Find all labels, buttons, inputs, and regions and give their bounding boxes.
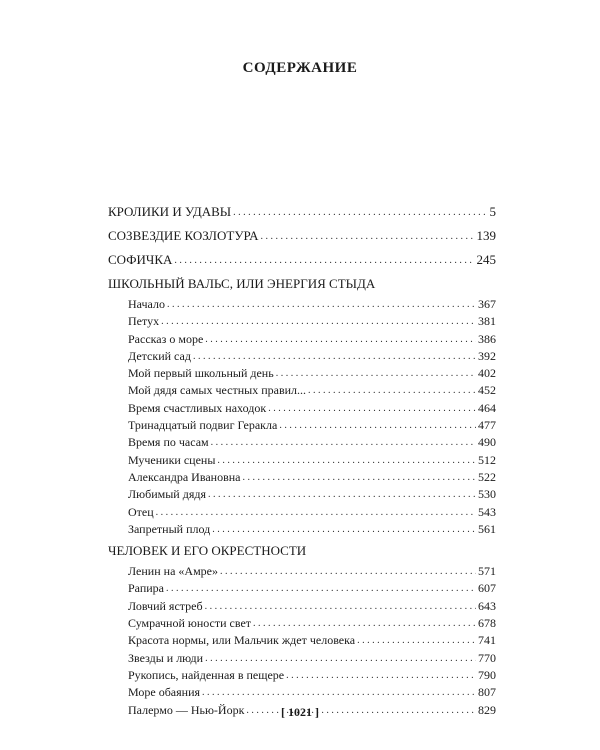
toc-subentry[interactable] bbox=[108, 504, 496, 521]
toc-subentry[interactable] bbox=[108, 400, 496, 417]
toc-subentry-page: 571 bbox=[478, 564, 496, 579]
toc-subentry-label: Палермо — Нью-Йорк bbox=[128, 702, 245, 717]
toc-subentry-page: 741 bbox=[478, 633, 496, 648]
leader-dots bbox=[286, 667, 476, 684]
section-heading[interactable]: ЧЕЛОВЕК И ЕГО ОКРЕСТНОСТИ bbox=[108, 543, 307, 559]
toc-subentry-label: Звезды и люди bbox=[128, 650, 204, 665]
leader-dots bbox=[276, 365, 476, 382]
toc-subentry-page: 381 bbox=[478, 314, 496, 329]
toc-subentry[interactable] bbox=[108, 469, 496, 486]
section-list bbox=[108, 296, 496, 538]
toc-subentry-page: 522 bbox=[478, 469, 496, 484]
leader-dots bbox=[205, 650, 476, 667]
toc-subentry-page: 561 bbox=[478, 521, 496, 536]
leader-dots bbox=[193, 348, 476, 365]
toc-subentry-page: 452 bbox=[478, 383, 496, 398]
toc-subentry[interactable] bbox=[108, 348, 496, 365]
toc-subentry-page: 392 bbox=[478, 348, 496, 363]
toc-subentry-page: 477 bbox=[478, 418, 496, 433]
toc-subentry-label: Время по часам bbox=[128, 435, 209, 450]
toc-subentry[interactable] bbox=[108, 521, 496, 538]
toc-subentry-page: 607 bbox=[478, 581, 496, 596]
leader-dots bbox=[268, 400, 476, 417]
toc-subentry-page: 402 bbox=[478, 366, 496, 381]
toc-subentry[interactable] bbox=[108, 331, 496, 348]
toc-subentry[interactable] bbox=[108, 296, 496, 313]
toc-entry-label: КРОЛИКИ И УДАВЫ bbox=[108, 204, 232, 219]
toc-entry-label: СОЗВЕЗДИЕ КОЗЛОТУРА bbox=[108, 228, 259, 243]
toc-entry-page: 139 bbox=[476, 228, 496, 243]
page-number: [ 1021 ] bbox=[281, 705, 319, 719]
leader-dots bbox=[156, 504, 476, 521]
toc-subentry[interactable] bbox=[108, 684, 496, 701]
toc-subentry[interactable] bbox=[108, 452, 496, 469]
toc-subentry[interactable] bbox=[108, 667, 496, 684]
toc-subentry-page: 643 bbox=[478, 598, 496, 613]
toc-subentry-label: Александра Ивановна bbox=[128, 469, 241, 484]
leader-dots bbox=[167, 296, 476, 313]
toc-subentry-page: 530 bbox=[478, 487, 496, 502]
toc-subentry-page: 829 bbox=[478, 702, 496, 717]
toc-entry[interactable] bbox=[108, 202, 496, 226]
toc-subentry[interactable] bbox=[108, 486, 496, 503]
leader-dots bbox=[208, 486, 476, 503]
toc-subentry[interactable] bbox=[108, 563, 496, 580]
leader-dots bbox=[253, 615, 476, 632]
toc-subentry-label: Ловчий ястреб bbox=[128, 598, 203, 613]
toc-subentry[interactable] bbox=[108, 598, 496, 615]
toc-subentry-page: 543 bbox=[478, 504, 496, 519]
toc-subentry-label: Любимый дядя bbox=[128, 487, 206, 502]
leader-dots bbox=[161, 313, 476, 330]
toc-subentry-page: 464 bbox=[478, 400, 496, 415]
toc-subentry-label: Начало bbox=[128, 297, 165, 311]
toc-subentry-page: 490 bbox=[478, 435, 496, 450]
toc-entry[interactable] bbox=[108, 226, 496, 250]
toc-subentry[interactable] bbox=[108, 382, 496, 399]
toc-entry-label: СОФИЧКА bbox=[108, 252, 173, 267]
toc-subentry-label: Мой первый школьный день bbox=[128, 366, 274, 381]
leader-dots bbox=[166, 580, 476, 597]
toc-subentry-label: Ленин на «Амре» bbox=[128, 564, 218, 579]
toc-subentry-label: Рассказ о море bbox=[128, 331, 204, 346]
toc-subentry[interactable] bbox=[108, 434, 496, 451]
toc-entry-page: 245 bbox=[476, 252, 496, 267]
toc-subentry-label: Красота нормы, или Мальчик ждет человека bbox=[128, 633, 356, 648]
leader-dots bbox=[357, 632, 476, 649]
toc-subentry-page: 678 bbox=[478, 616, 496, 631]
toc-subentry-label: Время счастливых находок bbox=[128, 400, 267, 415]
toc-subentry-label: Мой дядя самых честных правил... bbox=[128, 383, 307, 398]
leader-dots bbox=[212, 521, 476, 538]
toc-subentry-page: 807 bbox=[478, 685, 496, 700]
leader-dots bbox=[211, 434, 476, 451]
toc-subentry-label: Море обаяния bbox=[128, 685, 201, 700]
toc-subentry-label: Запретный плод bbox=[128, 521, 211, 536]
toc-subentry-label: Рукопись, найденная в пещере bbox=[128, 667, 285, 682]
toc-subentry[interactable] bbox=[108, 580, 496, 597]
toc-subentry-page: 512 bbox=[478, 452, 496, 467]
toc-subentry[interactable] bbox=[108, 365, 496, 382]
leader-dots bbox=[217, 452, 476, 469]
toc-subentry-page: 386 bbox=[478, 331, 496, 346]
leader-dots bbox=[233, 202, 487, 223]
toc-subentry-label: Тринадцатый подвиг Геракла bbox=[128, 418, 278, 433]
toc-entry-page: 5 bbox=[489, 204, 496, 219]
leader-dots bbox=[279, 417, 476, 434]
page-title: СОДЕРЖАНИЕ bbox=[242, 60, 358, 76]
leader-dots bbox=[261, 226, 475, 247]
leader-dots bbox=[202, 684, 476, 701]
leader-dots bbox=[174, 250, 474, 271]
toc-subentry[interactable] bbox=[108, 615, 496, 632]
section-heading[interactable]: ШКОЛЬНЫЙ ВАЛЬС, ИЛИ ЭНЕРГИЯ СТЫДА bbox=[108, 276, 376, 291]
leader-dots bbox=[205, 598, 476, 615]
toc-subentry-label: Мученики сцены bbox=[128, 452, 216, 467]
leader-dots bbox=[220, 563, 476, 580]
toc-entry[interactable] bbox=[108, 250, 496, 274]
toc-subentry-label: Сумрачной юности свет bbox=[128, 616, 252, 631]
toc-subentry-label: Отец bbox=[128, 504, 154, 519]
table-of-contents bbox=[108, 202, 496, 719]
toc-subentry-label: Детский сад bbox=[128, 348, 191, 363]
toc-subentry-page: 367 bbox=[478, 297, 496, 311]
leader-dots bbox=[243, 469, 477, 486]
toc-subentry[interactable] bbox=[108, 650, 496, 667]
toc-subentry[interactable] bbox=[108, 417, 496, 434]
toc-subentry-page: 770 bbox=[478, 650, 496, 665]
leader-dots bbox=[308, 382, 476, 399]
leader-dots bbox=[205, 331, 476, 348]
toc-subentry-label: Рапира bbox=[128, 581, 165, 596]
section-list bbox=[108, 563, 496, 719]
toc-subentry[interactable] bbox=[108, 632, 496, 649]
toc-subentry-label: Петух bbox=[128, 314, 160, 329]
toc-subentry[interactable] bbox=[108, 313, 496, 330]
toc-subentry-page: 790 bbox=[478, 667, 496, 682]
